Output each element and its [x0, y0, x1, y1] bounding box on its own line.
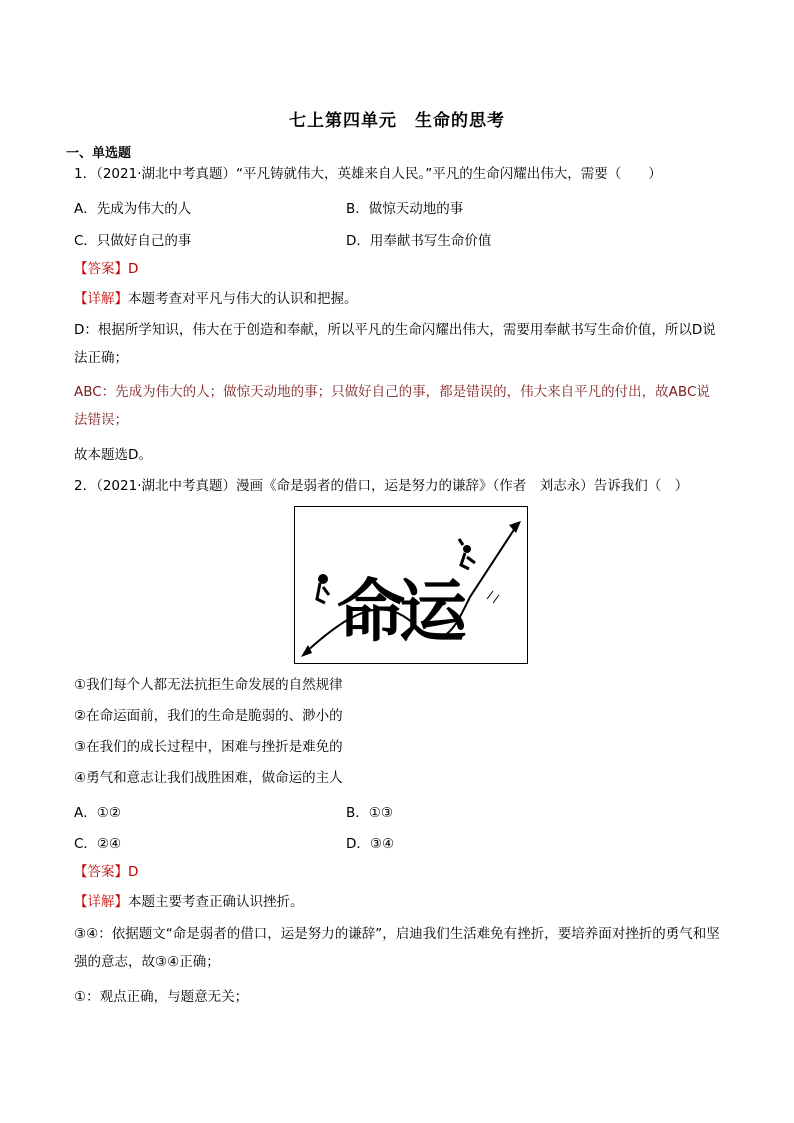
detail-label: 【详解】: [74, 894, 128, 910]
statement-4: ④勇气和意志让我们战胜困难，做命运的主人: [74, 770, 343, 786]
question-2-stem: 2．（2021·湖北中考真题）漫画《命是弱者的借口，运是努力的谦辞》（作者 刘志永）告诉我们（ ）: [74, 478, 689, 494]
page-title: 七上第四单元 生命的思考: [289, 111, 505, 131]
figure-right: [459, 539, 475, 569]
question-2-answer: 【答案】D: [74, 864, 139, 880]
question-1-stem: 1．（2021·湖北中考真题）“平凡铸就伟大，英雄来自人民。”平凡的生命闪耀出伟大，需要（ ）: [74, 166, 662, 182]
question-1-answer: 【答案】D: [74, 261, 139, 277]
detail-label: 【详解】: [74, 291, 128, 307]
question-2-analysis-1: ①：观点正确，与题意无关；: [74, 989, 249, 1005]
question-2-analysis-34: ③④：依据题文“命是弱者的借口，运是努力的谦辞”，启迪我们生活难免有挫折，要培养面对挫折的勇气和坚强的意志，故③④正确；: [74, 926, 720, 970]
cartoon-char-yun: 运: [399, 573, 468, 652]
arrow-head-down: [301, 645, 312, 657]
figure-left: [317, 574, 329, 603]
question-1-detail: [74, 290, 358, 308]
question-1-analysis-abc: ABC：先成为伟大的人；做惊天动地的事；只做好自己的事，都是错误的，伟大来自平凡的付出，故ABC说法错误；: [74, 384, 710, 428]
speed-lines: [487, 591, 499, 603]
question-2-detail: [74, 893, 304, 911]
question-1-option-b: B．做惊天动地的事: [346, 201, 464, 217]
statement-2: ②在命运面前，我们的生命是脆弱的、渺小的: [74, 708, 343, 724]
question-1-option-c: C．只做好自己的事: [74, 233, 192, 249]
question-2-option-b: B．①③: [346, 805, 393, 821]
detail-text: 本题考查对平凡与伟大的认识和把握。: [128, 291, 358, 307]
question-1-analysis-d: D：根据所学知识，伟大在于创造和奉献，所以平凡的生命闪耀出伟大，需要用奉献书写生命价值，所以D说法正确；: [74, 322, 716, 366]
question-1-option-d: D．用奉献书写生命价值: [346, 233, 492, 249]
detail-text: 本题主要考查正确认识挫折。: [128, 894, 304, 910]
statement-1: ①我们每个人都无法抗拒生命发展的自然规律: [74, 677, 343, 693]
question-1-option-a: A．先成为伟大的人: [74, 201, 192, 217]
question-2-option-c: C．②④: [74, 836, 122, 852]
cartoon-char-ming: 命: [337, 573, 406, 652]
section-heading: 一、单选题: [66, 146, 132, 161]
cartoon-drawing: [295, 507, 527, 663]
statement-3: ③在我们的成长过程中，困难与挫折是难免的: [74, 739, 343, 755]
question-2-option-a: A．①②: [74, 805, 121, 821]
arrow-head-up: [509, 521, 521, 533]
question-2-option-d: D．③④: [346, 836, 395, 852]
question-1-conclusion: 故本题选D。: [74, 447, 152, 463]
cartoon-figure: [294, 506, 528, 664]
